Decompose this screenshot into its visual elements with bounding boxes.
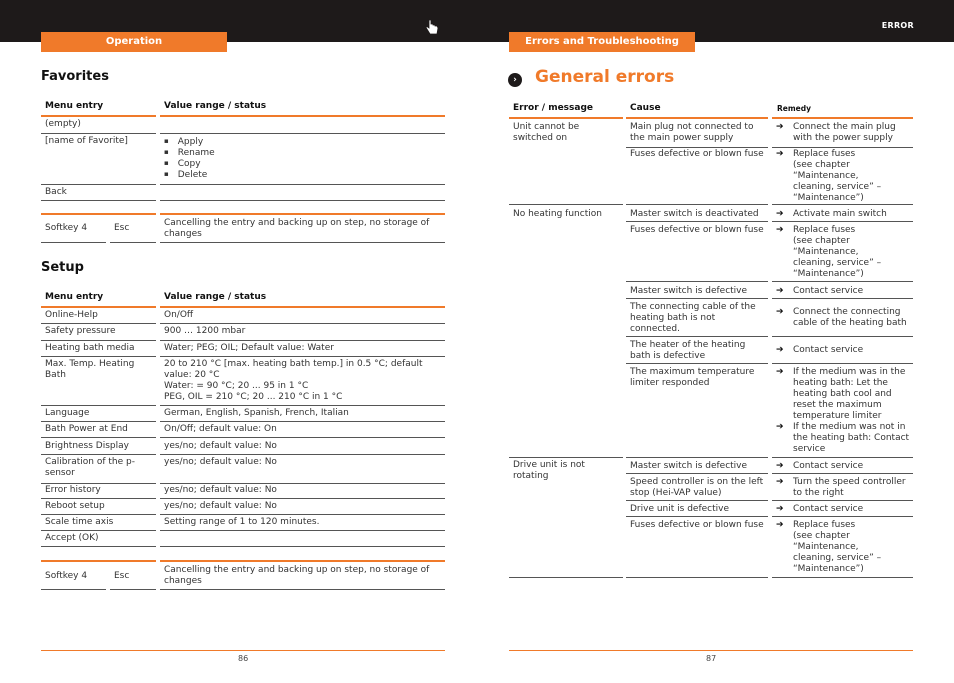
divider [626,298,768,299]
divider [41,133,156,134]
error-remedy: If the medium was in the heating bath: Let the heating bath cool and reset the maximum temperature limiter [793,367,906,421]
setup-entry: Safety pressure [45,326,116,336]
setup-value: yes/no; default value: No [164,485,277,495]
error-remedy: If the medium was not in the heating bath: Contact service [793,422,910,454]
setup-entry: Online-Help [45,310,98,320]
error-remedy: Contact service [793,504,864,514]
arrow-right-icon: ➔ [776,286,784,296]
favorites-entry: [name of Favorite] [45,136,128,146]
divider [160,589,445,590]
arrow-right-icon: ➔ [776,477,784,487]
divider [509,204,623,205]
footer-line [41,650,445,651]
softkey-description: Cancelling the entry and backing up on step, no storage of changes [164,565,430,586]
error-cause: Master switch is defective [630,286,748,296]
divider [160,437,445,438]
divider [626,204,768,205]
divider [160,454,445,455]
error-remedy: Activate main switch [793,209,887,219]
setup-value: yes/no; default value: No [164,457,277,467]
divider [626,457,768,458]
divider [41,323,156,324]
divider [110,589,156,590]
divider [626,516,768,517]
divider [41,514,156,515]
favorite-option-apply: ▪ Apply [164,137,215,148]
divider [160,340,445,341]
divider [160,546,445,547]
divider [772,281,913,282]
favorites-entry: Back [45,187,67,197]
divider [160,200,445,201]
errors-col-error: Error / message [513,103,594,113]
error-cause: The heater of the heating bath is defective [630,340,746,361]
divider [160,498,445,499]
setup-entry: Error history [45,485,101,495]
error-cause: The maximum temperature limiter responded [630,367,755,388]
divider [160,213,445,215]
divider [160,483,445,484]
divider [160,115,445,117]
favorites-entry: (empty) [45,119,81,129]
setup-value: On/Off [164,310,194,320]
tab-operation: Operation [41,32,227,52]
softkey-label: Softkey 4 [45,571,88,581]
setup-value: yes/no; default value: No [164,441,277,451]
setup-value: On/Off; default value: On [164,424,277,434]
divider [160,242,445,243]
errors-col-remedy: Remedy [777,104,812,113]
divider [772,147,913,148]
arrow-right-icon: ➔ [776,122,784,132]
error-remedy: Contact service [793,345,864,355]
divider [626,221,768,222]
divider [41,306,156,308]
divider [41,454,156,455]
divider [110,242,156,243]
divider [509,117,623,119]
divider [41,530,156,531]
divider [41,421,156,422]
divider [626,281,768,282]
arrow-right-icon: ➔ [776,209,784,219]
error-remedy: Replace fuses (see chapter “Maintenance, cleaning, service” – “Maintenance”) [793,520,882,574]
error-cause: Fuses defective or blown fuse [630,520,764,530]
divider [160,306,445,308]
favorites-col-entry: Menu entry [45,101,104,111]
error-cause: Fuses defective or blown fuse [630,149,764,159]
divider [41,115,156,117]
arrow-right-icon: ➔ [776,422,784,432]
error-remedy: Turn the speed controller to the right [793,477,906,498]
arrow-right-icon: ➔ [776,225,784,235]
divider [160,560,445,562]
divider [160,356,445,357]
divider [772,457,913,458]
error-message: No heating function [513,209,602,219]
error-message: Unit cannot be switched on [513,122,580,143]
divider [41,356,156,357]
divider [626,577,768,578]
divider [772,336,913,337]
divider [509,457,623,458]
setup-col-entry: Menu entry [45,292,104,302]
divider [772,204,913,205]
divider [41,340,156,341]
error-remedy: Replace fuses (see chapter “Maintenance, cleaning, service” – “Maintenance”) [793,225,882,279]
page-number-left: 86 [238,654,249,663]
divider [160,184,445,185]
errors-col-cause: Cause [630,103,661,113]
setup-entry: Brightness Display [45,441,129,451]
page-title: General errors [535,67,675,87]
error-cause: Master switch is defective [630,461,748,471]
divider [160,405,445,406]
chevron-right-icon: › [508,73,522,87]
divider [772,516,913,517]
setup-entry: Reboot setup [45,501,105,511]
divider [41,546,156,547]
setup-entry: Max. Temp. Heating Bath [45,359,135,380]
arrow-right-icon: ➔ [776,504,784,514]
setup-entry: Accept (OK) [45,533,99,543]
divider [41,242,106,243]
setup-entry: Bath Power at End [45,424,128,434]
divider [160,514,445,515]
divider [626,473,768,474]
divider [772,363,913,364]
chapter-label: ERROR [881,21,914,30]
divider [41,405,156,406]
setup-value: yes/no; default value: No [164,501,277,511]
favorite-option-delete: ▪ Delete [164,170,215,181]
favorite-option-copy: ▪ Copy [164,159,215,170]
setup-value: German, English, Spanish, French, Italian [164,408,349,418]
arrow-right-icon: ➔ [776,307,784,317]
error-remedy: Contact service [793,461,864,471]
hand-pointer-icon [424,18,440,36]
softkey-function: Esc [114,571,130,581]
page-number-right: 87 [706,654,717,663]
divider [772,577,913,578]
error-cause: Speed controller is on the left stop (Hei-VAP value) [630,477,764,498]
arrow-right-icon: ➔ [776,520,784,530]
setup-value: Setting range of 1 to 120 minutes. [164,517,320,527]
error-remedy: Connect the main plug with the power supply [793,122,896,143]
error-cause: Fuses defective or blown fuse [630,225,764,235]
divider [41,560,156,562]
divider [160,323,445,324]
divider [626,500,768,501]
divider [626,336,768,337]
softkey-description: Cancelling the entry and backing up on step, no storage of changes [164,218,430,239]
divider [41,589,106,590]
setup-col-value: Value range / status [164,292,267,302]
setup-entry: Calibration of the p-sensor [45,457,135,478]
error-message: Drive unit is not rotating [513,460,585,481]
divider [160,421,445,422]
setup-value: Water; PEG; OIL; Default value: Water [164,343,334,353]
divider [626,117,768,119]
softkey-function: Esc [114,223,130,233]
favorite-option-rename: ▪ Rename [164,148,215,159]
arrow-right-icon: ➔ [776,461,784,471]
setup-value: 20 to 210 °C [max. heating bath temp.] in 0.5 °C; default value: 20 °C Water: = 90 °C; 20 ... 95 in 1 °C PEG, OIL = 210 °C; 20 ... 210 °C in 1 °C [164,359,423,402]
error-remedy: Contact service [793,286,864,296]
divider [41,213,156,215]
arrow-right-icon: ➔ [776,345,784,355]
divider [41,437,156,438]
arrow-right-icon: ➔ [776,149,784,159]
divider [160,530,445,531]
setup-title: Setup [41,260,84,275]
setup-entry: Scale time axis [45,517,114,527]
softkey-label: Softkey 4 [45,223,88,233]
divider [626,147,768,148]
setup-entry: Language [45,408,90,418]
favorites-col-value: Value range / status [164,101,267,111]
setup-value: 900 … 1200 mbar [164,326,246,336]
divider [509,577,623,578]
divider [772,500,913,501]
arrow-right-icon: ➔ [776,367,784,377]
error-remedy: Replace fuses (see chapter “Maintenance, cleaning, service” – “Maintenance”) [793,149,882,203]
error-cause: Drive unit is defective [630,504,729,514]
error-remedy: Connect the connecting cable of the heating bath [793,307,907,328]
divider [772,298,913,299]
footer-line [509,650,913,651]
error-cause: The connecting cable of the heating bath is not connected. [630,302,756,334]
divider [772,117,913,119]
error-cause: Master switch is deactivated [630,209,759,219]
favorites-options-list [164,137,215,181]
divider [772,221,913,222]
setup-entry: Heating bath media [45,343,135,353]
divider [41,184,156,185]
divider [41,200,156,201]
divider [160,133,445,134]
divider [41,498,156,499]
divider [772,473,913,474]
divider [41,483,156,484]
error-cause: Main plug not connected to the main power supply [630,122,754,143]
divider [626,363,768,364]
tab-errors: Errors and Troubleshooting [509,32,695,52]
favorites-title: Favorites [41,69,109,84]
